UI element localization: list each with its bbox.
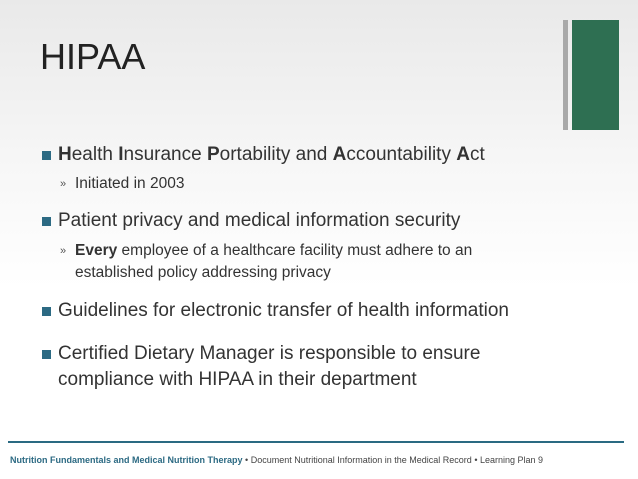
- bullet-text: Certified Dietary Manager is responsible to ensure compliance with HIPAA in their department: [58, 343, 481, 390]
- text-segment: A: [456, 144, 470, 165]
- sub-bullet-initiated: [60, 173, 560, 195]
- text-segment: H: [58, 144, 72, 165]
- square-bullet-icon: [42, 307, 51, 316]
- sub-bullet-text: [75, 240, 530, 284]
- text-segment: A: [332, 144, 347, 165]
- text-segment: P: [206, 144, 220, 165]
- sub-bullet-every-employee: [60, 240, 530, 284]
- bullet-text: [58, 142, 582, 168]
- bullet-cdm-responsibility: [42, 341, 532, 393]
- footer-divider: [8, 441, 624, 443]
- slide-footer: [10, 455, 630, 465]
- footer-document: Document Nutritional Information in the Medical Record: [250, 455, 472, 465]
- footer-separator: •: [474, 455, 478, 465]
- text-segment: ct: [469, 144, 485, 165]
- bullet-text: Guidelines for electronic transfer of health information: [58, 300, 509, 321]
- text-segment: Every: [75, 242, 118, 259]
- square-bullet-icon: [42, 151, 51, 160]
- square-bullet-icon: [42, 217, 51, 226]
- bullet-electronic-transfer: [42, 298, 582, 324]
- text-segment: ccountability: [346, 144, 457, 165]
- text-segment: ealth: [71, 144, 119, 165]
- bullet-hipaa-definition: [42, 142, 582, 168]
- text-segment: nsurance: [123, 144, 207, 165]
- slide-title: HIPAA: [40, 36, 146, 77]
- decorative-gray-bar: [563, 20, 568, 130]
- chevron-right-icon: »: [60, 178, 67, 190]
- square-bullet-icon: [42, 350, 51, 359]
- footer-plan: Learning Plan 9: [480, 455, 544, 465]
- chevron-right-icon: »: [60, 245, 67, 257]
- decorative-green-block: [572, 20, 619, 130]
- footer-separator: •: [245, 455, 249, 465]
- text-segment: ortability and: [219, 144, 333, 165]
- bullet-text: Patient privacy and medical information security: [58, 210, 461, 231]
- bullet-patient-privacy: [42, 208, 582, 234]
- footer-course: Nutrition Fundamentals and Medical Nutrition Therapy: [10, 455, 243, 465]
- text-segment: employee of a healthcare facility must adhere to an established policy addressing privacy: [75, 242, 473, 281]
- text-segment: I: [118, 144, 124, 165]
- sub-bullet-text: Initiated in 2003: [75, 175, 185, 192]
